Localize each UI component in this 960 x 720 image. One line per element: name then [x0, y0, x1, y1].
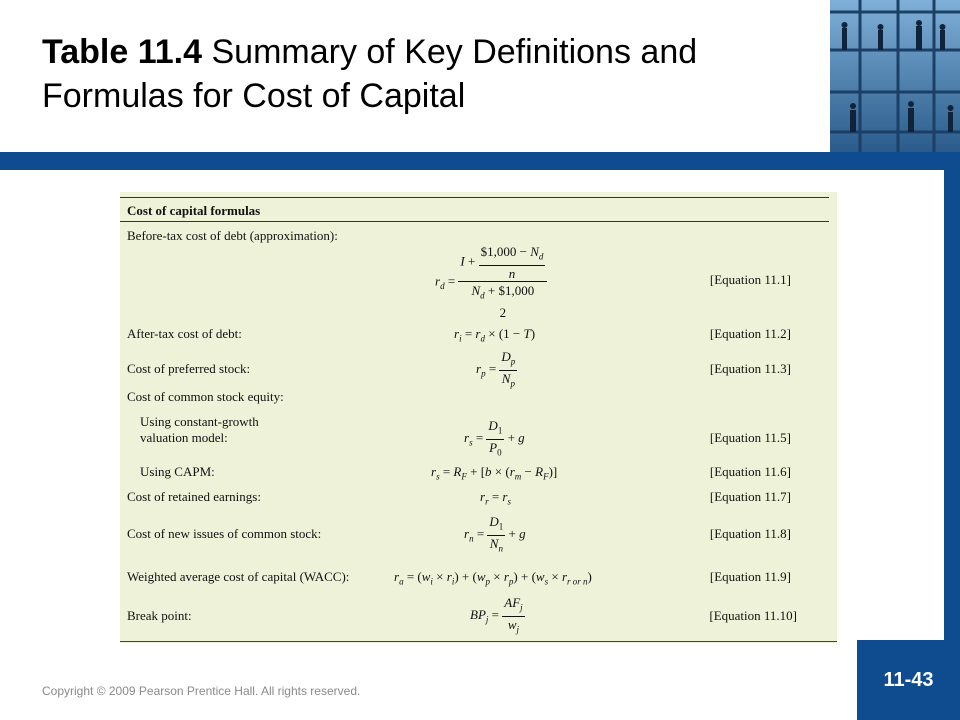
formula-11-10: $BP_j$ = $\frac{AF_j}{w_j}$ — [470, 595, 523, 635]
table-heading-rule — [120, 221, 829, 222]
label-preferred-stock: Cost of preferred stock: — [127, 361, 251, 376]
eq-11-9: [Equation 11.9] — [709, 569, 791, 584]
right-side-bar — [944, 152, 960, 720]
copyright-text: Copyright © 2009 Pearson Prentice Hall. All rights reserved. — [42, 684, 361, 698]
table-top-rule — [120, 197, 829, 198]
table-heading: Cost of capital formulas — [127, 203, 261, 218]
label-wacc: Weighted average cost of capital (WACC): — [127, 569, 350, 584]
eq-11-3: [Equation 11.3] — [709, 361, 791, 376]
eq-11-5: [Equation 11.5] — [709, 430, 791, 445]
label-constant-growth-line1: Using constant-growth — [140, 414, 259, 429]
slide-title-bold: Table 11.4 — [42, 33, 203, 71]
eq-11-2: [Equation 11.2] — [709, 326, 791, 341]
formula-11-5: $r_s$ = $\frac{D_1}{P_0}$ + g — [464, 418, 525, 458]
formula-11-7: $r_r = r_s$ — [480, 489, 511, 507]
label-capm: Using CAPM: — [140, 464, 215, 479]
formula-11-8: $r_n$ = $\frac{D_1}{N_n}$ + g — [464, 514, 526, 554]
formula-11-3: $r_p$ = $\frac{D_p}{N_p}$ — [476, 349, 516, 389]
formula-11-1: $r_d$ = I + $\frac{\$1,000 - N_d}{n}$ $N_d$ + $1,000 2 — [435, 244, 547, 321]
header-photo — [830, 0, 960, 152]
formula-11-9: $r_a = (w_i \times r_i) + (w_p \times r_p) + (w_s \times r_{r or n})$ — [394, 569, 592, 587]
eq-11-10: [Equation 11.10] — [709, 608, 797, 623]
formula-table — [120, 192, 837, 643]
formula-11-2: $r_i = r_d \times (1 - T)$ — [454, 326, 536, 344]
slide-number: 11-43 — [857, 640, 960, 720]
label-new-issues: Cost of new issues of common stock: — [127, 526, 322, 541]
formula-11-6: $r_s = R_F + [b \times (r_m - R_F)]$ — [431, 464, 558, 482]
slide-title — [42, 30, 802, 118]
label-break-point: Break point: — [127, 608, 192, 623]
header-band — [0, 152, 960, 170]
eq-11-6: [Equation 11.6] — [709, 464, 791, 479]
office-people-image — [830, 0, 960, 152]
slide-title-text: Summary of Key Definitions and Formulas for Cost of Capital — [42, 33, 698, 115]
label-retained-earnings: Cost of retained earnings: — [127, 489, 261, 504]
label-constant-growth-line2: valuation model: — [140, 430, 228, 445]
eq-11-7: [Equation 11.7] — [709, 489, 791, 504]
label-common-equity: Cost of common stock equity: — [127, 389, 284, 404]
eq-11-1: [Equation 11.1] — [709, 272, 791, 287]
table-bottom-rule — [120, 641, 837, 642]
label-before-tax-debt: Before-tax cost of debt (approximation): — [127, 228, 338, 243]
eq-11-8: [Equation 11.8] — [709, 526, 791, 541]
label-after-tax-debt: After-tax cost of debt: — [127, 326, 242, 341]
